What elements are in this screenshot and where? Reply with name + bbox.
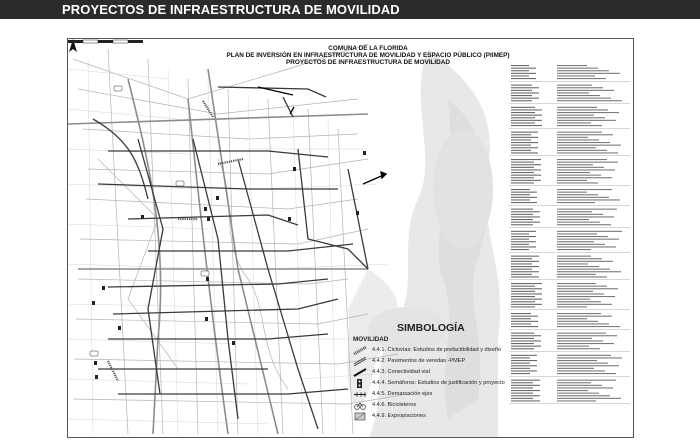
- table-cell-line: [557, 244, 605, 245]
- table-cell-line: [557, 167, 604, 168]
- table-cell-line: [511, 299, 542, 300]
- table-cell-line: [557, 145, 621, 146]
- table-cell-line: [511, 368, 530, 369]
- table-cell-line: [511, 211, 540, 212]
- table-cell-line: [511, 194, 530, 195]
- table-cell-line: [511, 395, 540, 396]
- table-cell-line: [557, 261, 613, 262]
- table-cell-line: [557, 219, 589, 220]
- table-cell-line: [511, 346, 541, 347]
- table-cell-line: [511, 246, 536, 247]
- table-cell-line: [557, 299, 590, 300]
- table-cell-line: [511, 343, 534, 344]
- table-cell-line: [557, 197, 609, 198]
- table-cell-line: [511, 214, 533, 215]
- table-cell-line: [511, 296, 535, 297]
- table-cell-line: [511, 224, 533, 225]
- table-cell-line: [557, 147, 596, 148]
- table-cell-line: [557, 340, 603, 341]
- table-cell-line: [557, 316, 612, 317]
- table-cell-line: [511, 269, 532, 270]
- table-cell-line: [557, 276, 607, 277]
- map-title-line-3: PROYECTOS DE INFRAESTRUCTURA DE MOVILIDAD: [285, 59, 451, 67]
- table-cell-line: [511, 202, 537, 203]
- table-cell-line: [557, 159, 607, 160]
- table-cell-line: [557, 98, 611, 99]
- table-cell-line: [511, 333, 534, 334]
- table-cell-line: [511, 390, 540, 391]
- table-cell-line: [557, 288, 618, 289]
- table-cell-line: [511, 197, 537, 198]
- table-cell-line: [511, 244, 529, 245]
- table-cell-line: [557, 115, 594, 116]
- table-cell-line: [557, 239, 619, 240]
- table-cell-line: [557, 137, 588, 138]
- legend-item: [353, 401, 503, 411]
- table-cell-line: [557, 175, 601, 176]
- table-cell-line: [511, 258, 532, 259]
- table-cell-line: [511, 239, 529, 240]
- table-cell-line: [511, 139, 531, 140]
- table-cell-line: [511, 271, 539, 272]
- table-cell-line: [511, 132, 538, 133]
- table-cell-line: [511, 276, 539, 277]
- table-cell-line: [557, 304, 612, 305]
- table-cell-line: [511, 355, 537, 356]
- table-cell-line: [557, 70, 609, 71]
- table-cell-line: [557, 333, 606, 334]
- table-cell-line: [511, 387, 533, 388]
- table-cell-line: [511, 363, 530, 364]
- table-cell-line: [557, 357, 622, 358]
- table-cell-line: [557, 373, 616, 374]
- table-cell-line: [511, 393, 533, 394]
- legend: [351, 322, 505, 432]
- table-cell-line: [511, 65, 529, 66]
- table-cell-line: [557, 125, 602, 126]
- table-cell-line: [511, 357, 530, 358]
- table-cell-line: [511, 122, 535, 123]
- table-cell-line: [557, 142, 610, 143]
- table-cell-line: [557, 271, 621, 272]
- bike-rack-icon: [353, 401, 367, 410]
- table-cell-line: [557, 209, 617, 210]
- table-cell-line: [557, 202, 595, 203]
- table-cell-line: [511, 95, 532, 96]
- map-title: [218, 45, 518, 67]
- table-cell-line: [511, 301, 535, 302]
- table-cell-line: [557, 355, 611, 356]
- table-cell-line: [557, 380, 616, 381]
- table-cell-line: [511, 326, 538, 327]
- table-cell-line: [557, 274, 596, 275]
- table-cell-line: [557, 269, 610, 270]
- table-cell-line: [511, 291, 535, 292]
- legend-item: [353, 368, 503, 378]
- table-cell-line: [511, 145, 531, 146]
- expropriation-icon: [353, 412, 367, 421]
- legend-item-label: 4.4.3. Conectividad vial: [372, 369, 430, 375]
- table-cell-line: [511, 199, 530, 200]
- table-cell-line: [511, 75, 529, 76]
- double-line-icon: [353, 357, 367, 366]
- table-cell-line: [557, 293, 604, 294]
- table-cell-line: [557, 390, 588, 391]
- table-cell-line: [511, 159, 541, 160]
- project-table-panel: [509, 61, 630, 433]
- legend-item: [353, 390, 503, 400]
- table-cell-line: [557, 85, 592, 86]
- table-cell-line: [511, 236, 536, 237]
- table-cell-line: [511, 162, 534, 163]
- table-cell-line: [511, 107, 535, 108]
- table-cell-line: [511, 177, 534, 178]
- table-cell-line: [511, 134, 531, 135]
- table-cell-line: [557, 321, 598, 322]
- table-cell-line: [511, 231, 536, 232]
- table-cell-line: [511, 370, 537, 371]
- table-cell-line: [511, 115, 542, 116]
- table-cell-line: [557, 150, 607, 151]
- table-cell-line: [557, 112, 619, 113]
- table-cell-line: [557, 263, 588, 264]
- table-cell-line: [511, 263, 532, 264]
- table-cell-line: [557, 233, 597, 234]
- table-cell-line: [511, 288, 542, 289]
- table-cell-line: [557, 398, 621, 399]
- table-cell-line: [557, 199, 620, 200]
- table-cell-line: [557, 365, 619, 366]
- table-cell-line: [511, 266, 539, 267]
- table-cell-line: [557, 216, 614, 217]
- table-cell-line: [557, 162, 618, 163]
- table-cell-line: [511, 90, 532, 91]
- table-cell-line: [557, 283, 596, 284]
- table-cell-line: [557, 95, 600, 96]
- table-cell-line: [557, 177, 612, 178]
- table-cell-line: [511, 137, 538, 138]
- table-cell-line: [557, 236, 608, 237]
- table-cell-line: [511, 335, 541, 336]
- table-cell-line: [557, 326, 620, 327]
- table-cell-line: [511, 360, 537, 361]
- table-cell-line: [511, 256, 539, 257]
- table-cell-line: [511, 167, 534, 168]
- table-cell-line: [511, 164, 541, 165]
- table-cell-line: [511, 222, 540, 223]
- table-cell-line: [511, 241, 536, 242]
- table-cell-line: [511, 286, 535, 287]
- table-cell-line: [557, 120, 616, 121]
- table-cell-line: [511, 169, 541, 170]
- table-cell-line: [511, 147, 538, 148]
- table-cell-line: [557, 301, 601, 302]
- table-cell-line: [511, 385, 540, 386]
- table-cell-line: [557, 393, 599, 394]
- legend-item-label: 4.4.2. Pavimentos de veredas -PMEP: [372, 358, 466, 364]
- map-title-line-2: PLAN DE INVERSIÓN EN INFRAESTRUCTURA DE MOVILIDAD Y ESPACIO PÚBLICO (PIIMEP): [226, 52, 510, 60]
- table-cell-line: [557, 323, 609, 324]
- table-cell-line: [511, 87, 539, 88]
- legend-title: SIMBOLOGÍA: [397, 322, 465, 334]
- table-cell-line: [557, 65, 587, 66]
- table-cell-line: [557, 318, 587, 319]
- table-cell-line: [511, 340, 541, 341]
- table-cell-line: [511, 382, 533, 383]
- table-cell-line: [557, 164, 593, 165]
- table-cell-line: [557, 100, 622, 101]
- page-title: PROYECTOS DE INFRAESTRUCTURA DE MOVILIDAD: [0, 0, 700, 19]
- table-cell-line: [557, 78, 606, 79]
- dark-line-icon: [353, 368, 367, 377]
- table-cell-line: [511, 152, 538, 153]
- table-cell-line: [557, 306, 587, 307]
- table-cell-line: [511, 68, 536, 69]
- table-cell-line: [511, 219, 533, 220]
- table-cell-line: [511, 175, 541, 176]
- table-cell-line: [557, 360, 597, 361]
- table-cell-line: [557, 180, 587, 181]
- table-cell-line: [511, 117, 535, 118]
- table-cell-line: [557, 73, 620, 74]
- marked-axis-icon: [353, 390, 367, 399]
- table-cell-line: [557, 382, 591, 383]
- table-cell-line: [557, 241, 594, 242]
- table-cell-line: [511, 78, 536, 79]
- table-cell-line: [557, 363, 608, 364]
- table-cell-line: [511, 85, 532, 86]
- table-cell-line: [511, 92, 539, 93]
- table-cell-line: [557, 385, 602, 386]
- table-cell-line: [511, 313, 531, 314]
- table-cell-line: [511, 98, 539, 99]
- table-cell-line: [557, 313, 601, 314]
- table-cell-line: [557, 182, 598, 183]
- legend-item: [353, 357, 503, 367]
- table-cell-line: [511, 316, 538, 317]
- table-cell-line: [511, 142, 538, 143]
- legend-item: [353, 412, 503, 422]
- table-cell-line: [557, 90, 614, 91]
- table-cell-line: [511, 125, 542, 126]
- table-cell-line: [511, 70, 529, 71]
- table-cell-line: [557, 286, 607, 287]
- table-cell-line: [511, 400, 540, 401]
- table-cell-line: [557, 400, 596, 401]
- table-cell-line: [511, 189, 530, 190]
- table-cell-line: [511, 293, 542, 294]
- table-cell-line: [511, 306, 535, 307]
- table-cell-line: [557, 335, 617, 336]
- hatched-line-icon: [353, 346, 367, 355]
- legend-item-label: 4.4.1. Ciclovías: Estudios de prefactibilidad y diseño: [372, 347, 502, 353]
- project-table-lines: [509, 61, 630, 406]
- table-cell-line: [557, 139, 599, 140]
- table-cell-line: [557, 92, 589, 93]
- table-cell-line: [557, 256, 591, 257]
- table-cell-line: [557, 368, 594, 369]
- table-cell-line: [557, 122, 591, 123]
- table-cell-line: [557, 370, 605, 371]
- table-cell-line: [511, 261, 539, 262]
- table-cell-line: [511, 120, 542, 121]
- table-cell-line: [557, 222, 600, 223]
- table-cell-line: [511, 150, 531, 151]
- table-cell-line: [557, 346, 589, 347]
- table-cell-line: [557, 258, 602, 259]
- table-cell-line: [557, 134, 613, 135]
- table-cell-line: [511, 283, 542, 284]
- table-cell-line: [557, 169, 615, 170]
- table-cell-line: [511, 318, 531, 319]
- map-title-line-1: COMUNA DE LA FLORIDA: [328, 45, 408, 52]
- table-cell-line: [557, 172, 590, 173]
- table-cell-line: [511, 109, 542, 110]
- legend-item: [353, 379, 503, 389]
- table-cell-line: [511, 180, 541, 181]
- table-cell-line: [557, 87, 603, 88]
- table-cell-line: [511, 249, 529, 250]
- legend-item-label: 4.4.5. Demarcación ejes: [372, 391, 433, 397]
- table-cell-line: [511, 274, 532, 275]
- table-cell-line: [557, 211, 592, 212]
- table-cell-line: [557, 348, 600, 349]
- table-cell-line: [557, 68, 598, 69]
- traffic-light-icon: [353, 379, 367, 388]
- table-cell-line: [511, 321, 538, 322]
- table-cell-line: [557, 296, 615, 297]
- table-cell-line: [511, 192, 537, 193]
- table-cell-line: [557, 75, 595, 76]
- table-cell-line: [557, 343, 614, 344]
- table-cell-line: [557, 194, 598, 195]
- table-cell-line: [511, 100, 532, 101]
- table-cell-line: [557, 109, 608, 110]
- table-cell-line: [557, 189, 612, 190]
- legend-item: [353, 346, 503, 356]
- table-cell-line: [511, 398, 533, 399]
- table-cell-line: [511, 112, 535, 113]
- legend-item-label: 4.4.9. Expropiaciones: [372, 413, 426, 419]
- table-cell-line: [557, 387, 613, 388]
- table-cell-line: [511, 348, 534, 349]
- legend-item-label: 4.4.4. Semáforos: Estudios de justificación y proyecto: [372, 380, 505, 386]
- table-cell-line: [557, 231, 622, 232]
- table-cell-line: [511, 323, 531, 324]
- table-cell-line: [557, 192, 587, 193]
- scale-bar: [68, 39, 158, 45]
- table-cell-line: [557, 214, 603, 215]
- table-cell-line: [511, 172, 534, 173]
- table-cell-line: [511, 380, 540, 381]
- table-cell-line: [557, 291, 593, 292]
- table-cell-line: [511, 182, 534, 183]
- table-cell-line: [557, 224, 611, 225]
- table-cell-line: [511, 216, 540, 217]
- table-cell-line: [511, 233, 529, 234]
- table-cell-line: [557, 152, 618, 153]
- table-cell-line: [511, 373, 530, 374]
- table-cell-line: [511, 365, 537, 366]
- table-cell-line: [557, 132, 602, 133]
- legend-item-label: 4.4.6. Bicicleteros: [372, 402, 417, 408]
- table-cell-line: [511, 338, 534, 339]
- table-cell-line: [557, 395, 610, 396]
- table-cell-line: [557, 117, 605, 118]
- table-cell-line: [557, 107, 597, 108]
- table-cell-line: [557, 249, 591, 250]
- table-cell-line: [511, 73, 536, 74]
- table-cell-line: [557, 266, 599, 267]
- table-cell-line: [557, 338, 592, 339]
- table-cell-line: [511, 304, 542, 305]
- table-cell-line: [557, 246, 616, 247]
- project-lines: [93, 87, 368, 429]
- legend-subtitle: MOVILIDAD: [353, 336, 389, 343]
- table-cell-line: [511, 209, 533, 210]
- map-sheet[interactable]: [67, 38, 634, 438]
